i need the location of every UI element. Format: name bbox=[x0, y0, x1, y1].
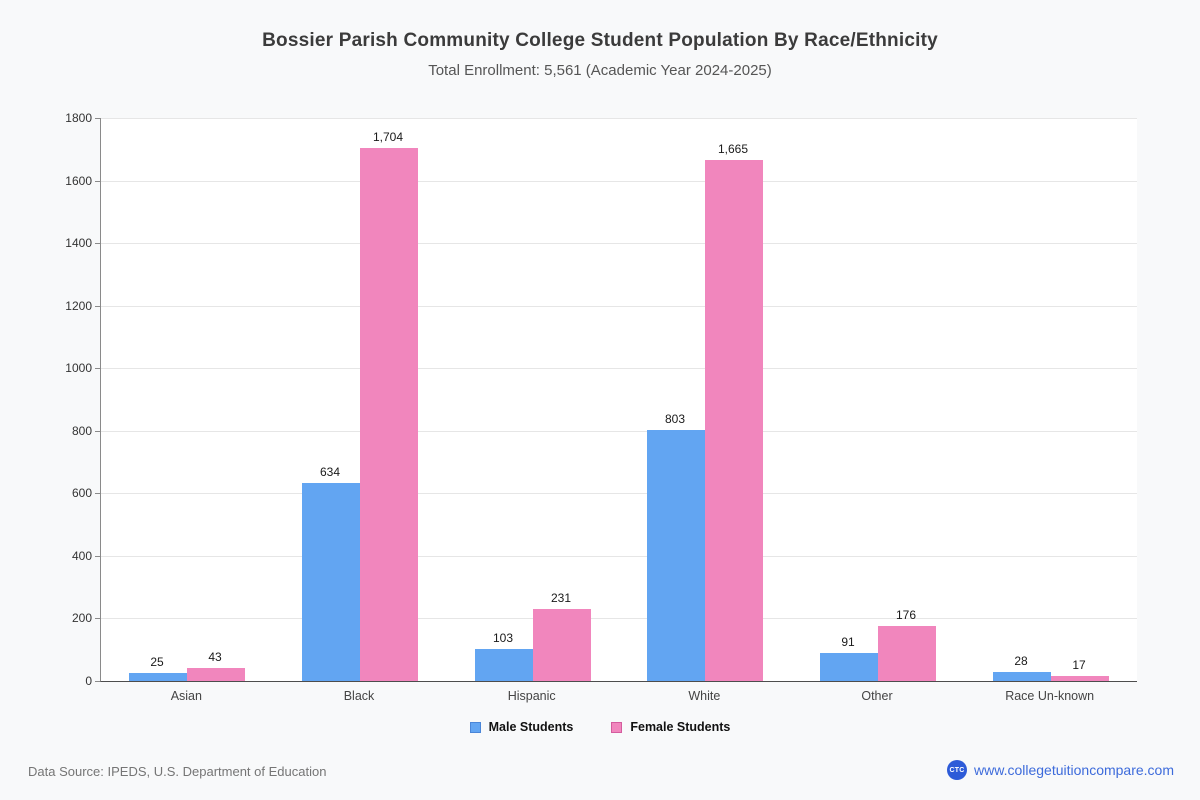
bar-asian-male[interactable] bbox=[129, 673, 187, 681]
brand-link-group[interactable] bbox=[947, 760, 1174, 780]
data-source-text: Data Source: IPEDS, U.S. Department of Education bbox=[28, 764, 327, 779]
bar-value-label: 176 bbox=[895, 608, 917, 622]
website-link[interactable]: www.collegetuitioncompare.com bbox=[974, 762, 1174, 778]
gridline-600 bbox=[101, 493, 1137, 494]
y-tick-label-1600: 1600 bbox=[65, 173, 92, 188]
chart-subtitle: Total Enrollment: 5,561 (Academic Year 2024-2025) bbox=[428, 62, 772, 79]
ctc-logo-icon: CTC bbox=[947, 760, 967, 780]
category-label-hispanic: Hispanic bbox=[507, 689, 556, 703]
bar-asian-female[interactable] bbox=[187, 668, 245, 681]
y-tick-label-1800: 1800 bbox=[65, 111, 92, 125]
legend bbox=[0, 720, 1200, 734]
legend-label-female: Female Students bbox=[630, 720, 731, 734]
bar-value-label: 91 bbox=[841, 635, 855, 649]
bar-value-label: 803 bbox=[664, 412, 686, 426]
y-tick-label-1000: 1000 bbox=[65, 361, 92, 376]
bar-black-male[interactable] bbox=[302, 483, 360, 681]
y-tick-label-600: 600 bbox=[71, 486, 92, 501]
gridline-1800 bbox=[101, 118, 1137, 119]
y-tick-label-0: 0 bbox=[85, 674, 92, 688]
bar-race-un-known-female[interactable] bbox=[1051, 676, 1109, 681]
bar-race-un-known-male[interactable] bbox=[993, 672, 1051, 681]
plot-area bbox=[100, 118, 1137, 682]
male-series-swatch-icon bbox=[470, 722, 481, 733]
bar-value-label: 17 bbox=[1072, 658, 1086, 672]
bar-white-male[interactable] bbox=[647, 430, 705, 681]
bar-value-label: 1,704 bbox=[372, 130, 404, 144]
gridline-1400 bbox=[101, 243, 1137, 244]
female-series-swatch-icon bbox=[611, 722, 622, 733]
gridline-400 bbox=[101, 556, 1137, 557]
y-tick-label-1400: 1400 bbox=[65, 236, 92, 251]
category-label-white: White bbox=[688, 689, 721, 703]
category-label-other: Other bbox=[861, 689, 893, 703]
y-tick-label-1200: 1200 bbox=[65, 298, 92, 313]
chart-title: Bossier Parish Community College Student Population By Race/Ethnicity bbox=[262, 30, 938, 51]
bar-value-label: 231 bbox=[550, 591, 572, 605]
bar-value-label: 634 bbox=[319, 465, 341, 479]
legend-label-male: Male Students bbox=[488, 720, 574, 734]
bar-black-female[interactable] bbox=[360, 148, 418, 681]
legend-item-female[interactable] bbox=[611, 720, 730, 734]
category-label-asian: Asian bbox=[170, 689, 202, 703]
category-label-black: Black bbox=[343, 689, 375, 703]
gridline-200 bbox=[101, 618, 1137, 619]
gridline-1200 bbox=[101, 306, 1137, 307]
y-tick-label-400: 400 bbox=[71, 548, 92, 563]
legend-item-male[interactable] bbox=[470, 720, 574, 734]
gridline-800 bbox=[101, 431, 1137, 432]
category-label-race-un-known: Race Un-known bbox=[1005, 689, 1095, 703]
bar-value-label: 25 bbox=[150, 655, 164, 669]
bar-value-label: 103 bbox=[492, 631, 514, 645]
bar-value-label: 43 bbox=[208, 650, 222, 664]
gridline-1600 bbox=[101, 181, 1137, 182]
bar-value-label: 1,665 bbox=[717, 142, 749, 156]
bar-value-label: 28 bbox=[1014, 654, 1028, 668]
bar-hispanic-male[interactable] bbox=[475, 649, 533, 681]
gridline-1000 bbox=[101, 368, 1137, 369]
y-tick-label-200: 200 bbox=[71, 611, 92, 626]
bar-hispanic-female[interactable] bbox=[533, 609, 591, 681]
bar-other-male[interactable] bbox=[820, 653, 878, 681]
y-tick-label-800: 800 bbox=[71, 423, 92, 438]
